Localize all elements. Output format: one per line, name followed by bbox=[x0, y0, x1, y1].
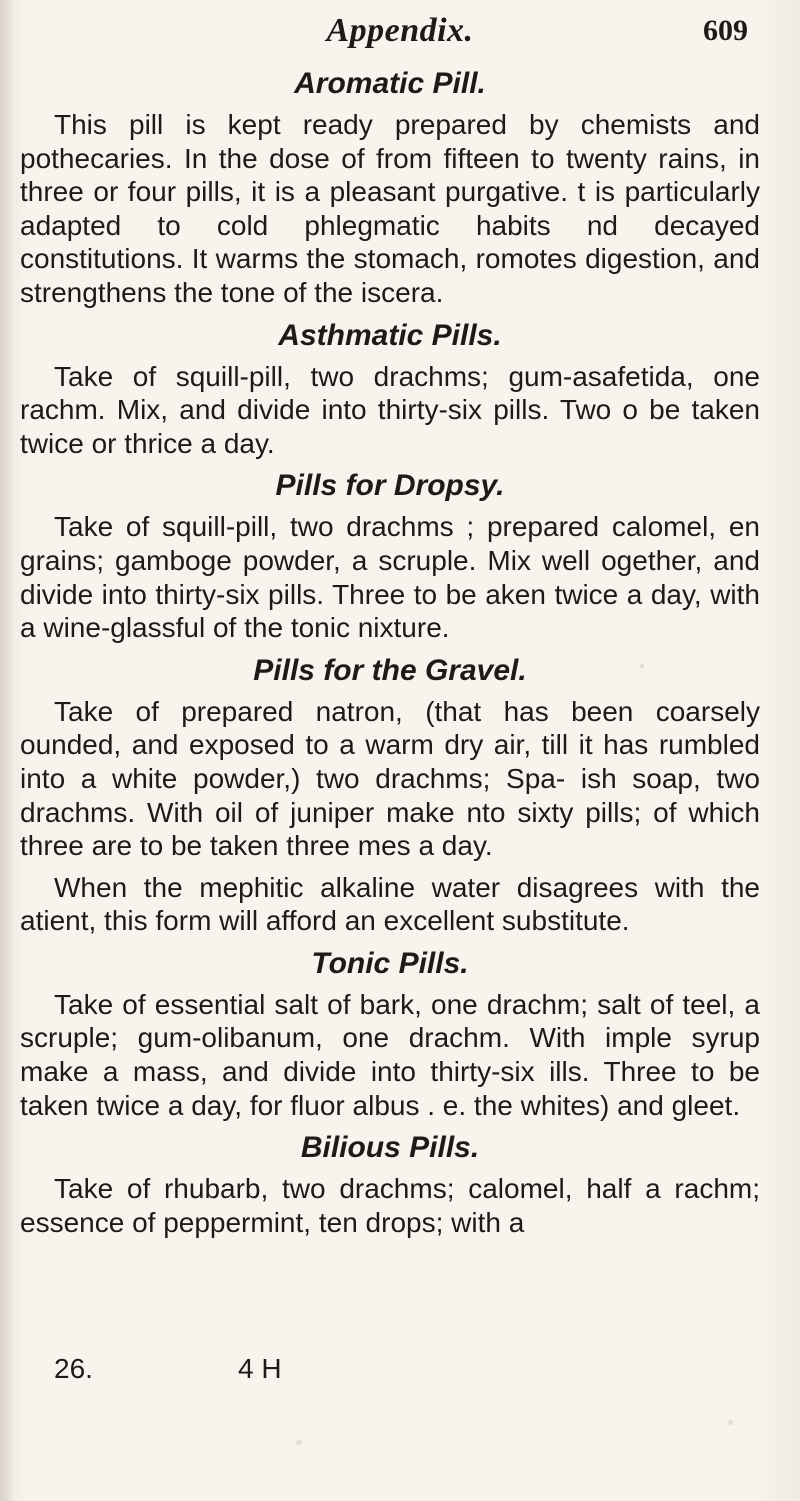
sheet-mark: 4 H bbox=[238, 1353, 282, 1384]
body-text bbox=[20, 64, 760, 1247]
paragraph: Take of prepared natron, (that has been coarsely ounded, and exposed to a warm dry air, till it has rumbled into a white powder,) two drachms; Spa- ish soap, two drachms. With oil of juniper make nto sixty pills; of which three are to be taken three mes a day. bbox=[20, 695, 760, 862]
paper-speck bbox=[640, 664, 644, 668]
paragraph: This pill is kept ready prepared by chemists and pothecaries. In the dose of from fifteen to twenty rains, in three or four pills, it is a pleasant purgative. t is particularly adapted to cold phlegmatic habits nd decayed constitutions. It warms the stomach, romotes digestion, and strengthens the tone of the iscera. bbox=[20, 109, 760, 308]
section-bilious-pills bbox=[20, 1130, 760, 1239]
section-pills-for-gravel bbox=[20, 653, 760, 938]
running-head: Appendix. bbox=[326, 12, 474, 49]
page-header bbox=[0, 12, 800, 52]
paper-speck bbox=[296, 1440, 302, 1445]
signature-mark: 26. bbox=[54, 1353, 93, 1384]
section-heading: Bilious Pills. bbox=[300, 1131, 480, 1165]
paragraph: When the mephitic alkaline water disagrees with the atient, this form will afford an excellent substitute. bbox=[20, 871, 760, 937]
section-heading: Asthmatic Pills. bbox=[278, 318, 502, 352]
paragraph: Take of essential salt of bark, one drachm; salt of teel, a scruple; gum-olibanum, one drachm. With imple syrup make a mass, and divide into thirty-six ills. Three to be taken twice a day, for fluor albus . e. the whites) and gleet. bbox=[20, 988, 760, 1121]
section-heading: Aromatic Pill. bbox=[294, 67, 486, 100]
paper-speck bbox=[728, 1420, 733, 1425]
section-heading: Tonic Pills. bbox=[311, 946, 469, 980]
section-asthmatic-pills bbox=[20, 318, 760, 461]
page-number: 609 bbox=[703, 14, 748, 47]
section-tonic-pills bbox=[20, 946, 760, 1122]
section-heading: Pills for Dropsy. bbox=[275, 469, 505, 503]
paragraph: Take of squill-pill, two drachms ; prepared calomel, en grains; gamboge powder, a scruple. Mix well ogether, and divide into thirty-six pills. Three to be aken twice a day, with a wine-glassful of the tonic nixture. bbox=[20, 511, 760, 644]
paragraph: Take of squill-pill, two drachms; gum-asafetida, one rachm. Mix, and divide into thirty-six pills. Two o be taken twice or thrice a day. bbox=[20, 360, 760, 459]
section-heading: Pills for the Gravel. bbox=[253, 653, 527, 687]
page-footer bbox=[20, 1353, 760, 1387]
paragraph: Take of rhubarb, two drachms; calomel, half a rachm; essence of peppermint, ten drops; with a bbox=[20, 1173, 760, 1238]
section-aromatic-pill bbox=[20, 66, 760, 310]
section-pills-for-dropsy bbox=[20, 468, 760, 644]
page-gutter bbox=[0, 0, 14, 1501]
